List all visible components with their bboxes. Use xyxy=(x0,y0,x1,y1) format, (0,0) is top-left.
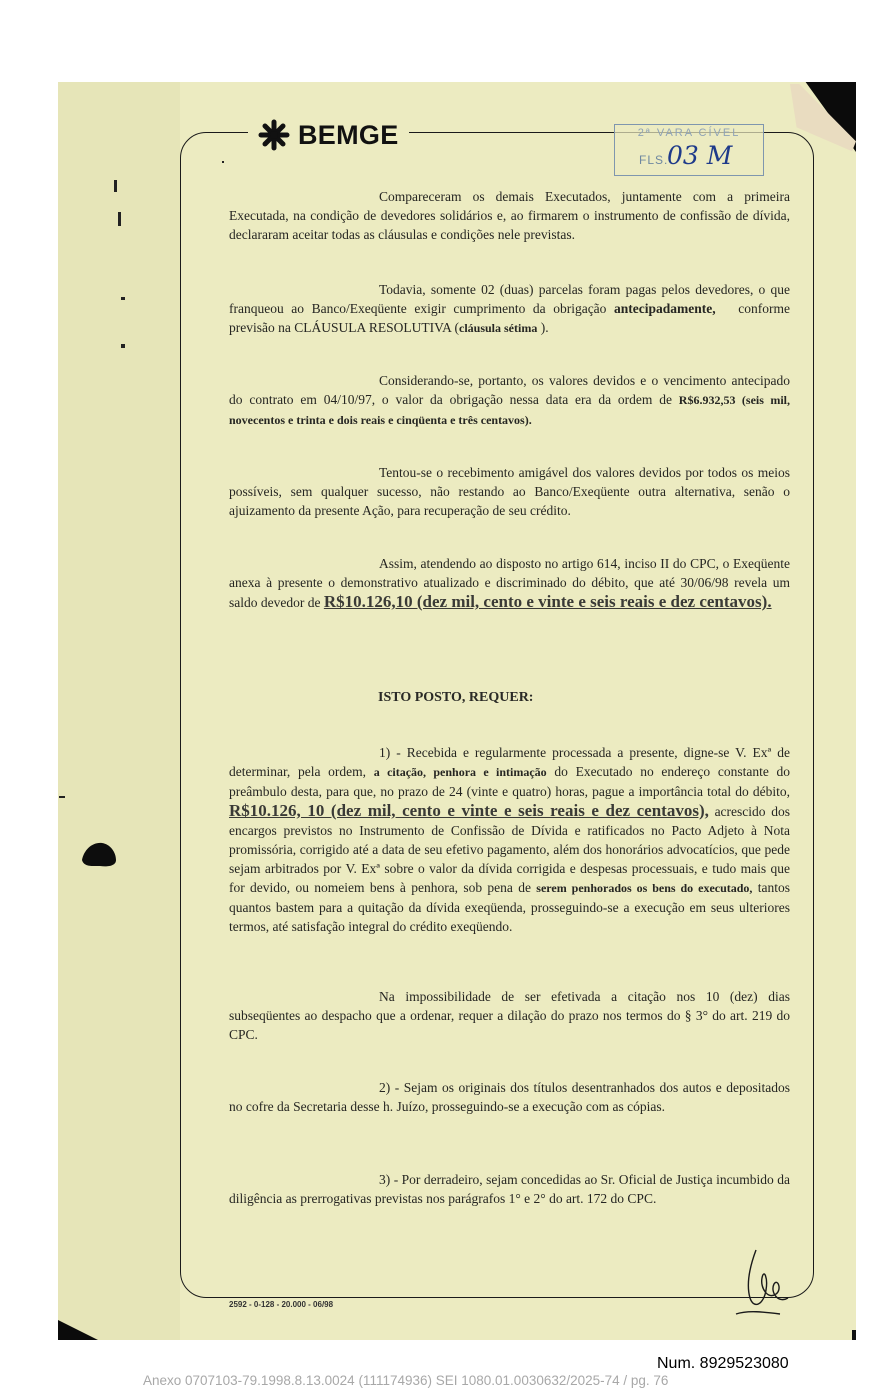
paragraph-5: Assim, atendendo ao disposto no artigo 614, inciso II do CPC, o Exeqüente anexa à presente o demonstrativo atualizado e discriminado do débito, que até 30/06/98 revela um saldo devedor de R$10.126,10 (dez mil, cento e vinte e seis reais e dez centavos). xyxy=(229,556,790,611)
margin-mark xyxy=(121,344,125,348)
paragraph-2: Todavia, somente 02 (duas) parcelas foram pagas pelos devedores, o que franqueou ao Banco/Exeqüente exigir cumprimento da obrigação antecipadamente, conforme previsão na CLÁUSULA RESOLUTIVA (cláusula sétima ). xyxy=(229,282,791,335)
stamp-handwritten-page: 03 M xyxy=(667,141,733,170)
form-code: 2592 - 0-128 - 20.000 - 06/98 xyxy=(229,1300,334,1309)
bemge-star-icon xyxy=(258,119,290,151)
court-stamp xyxy=(614,124,764,176)
document-number: Num. 8929523080 xyxy=(657,1355,789,1372)
request-3: 3) - Por derradeiro, sejam concedidas ao Sr. Oficial de Justiça incumbido da diligência as prerrogativas previstas nos parágrafos 1° e 2° do art. 172 do CPC. xyxy=(229,1172,790,1206)
bemge-logo xyxy=(248,118,409,152)
requests-heading: ISTO POSTO, REQUER: xyxy=(378,690,534,705)
margin-mark xyxy=(118,212,121,226)
margin-mark xyxy=(114,180,117,192)
paragraph-3: Considerando-se, portanto, os valores devidos e o vencimento antecipado do contrato em 04/10/97, o valor da obrigação nessa data era da ordem de R$6.932,53 (seis mil, novecentos e trinta e dois reais e cinqüenta e três centavos). xyxy=(229,373,791,427)
scan-edge-mark xyxy=(852,1330,856,1340)
request-1: 1) - Recebida e regularmente processada a presente, digne-se V. Exª de determinar, pela ordem, a citação, penhora e intimação do Executado no endereço constante do preâmbulo desta, para que, no prazo de 24 (vinte e quatro) horas, pague a importância total do débito, R$10.126, 10 (dez mil, cento e vinte e seis reais e dez centavos), acrescido dos encargos previstos no Instrumento de Confissão de Dívida e ratificados no Pacto Adjeto à Nota promissória, corrigido até a data de seu efetivo pagamento, além dos honorários advocatícios, que pede sejam arbitrados por V. Exª sobre o valor da dívida corrigida e despesas processuais, e tudo mais que for devido, ou nomeiem bens à penhora, sob pena de serem penhorados os bens do executado, tantos quantos bastem para a quitação da dívida exeqüenda, prosseguindo-se a execução em seus ulteriores termos, até satisfação integral do crédito exeqüendo. xyxy=(229,745,791,934)
request-1-extension: Na impossibilidade de ser efetivada a citação nos 10 (dez) dias subseqüentes ao despacho que a ordenar, requer a dilação do prazo nos termos do § 3° do art. 219 do CPC. xyxy=(229,989,790,1042)
request-2: 2) - Sejam os originais dos títulos desentranhados dos autos e depositados no cofre da Secretaria desse h. Juízo, prosseguindo-se a execução com as cópias. xyxy=(229,1080,790,1114)
margin-mark xyxy=(59,796,65,798)
annex-reference: Anexo 0707103-79.1998.8.13.0024 (111174936) SEI 1080.01.0030632/2025-74 / pg. 76 xyxy=(143,1373,669,1388)
paragraph-4: Tentou-se o recebimento amigável dos valores devidos por todos os meios possíveis, sem qualquer sucesso, não restando ao Banco/Exeqüente outra alternativa, senão o ajuizamento da presente Ação, para recuperação de seu crédito. xyxy=(229,465,790,518)
page-margin-strip xyxy=(58,82,180,1340)
stamp-court: 2ª VARA CÍVEL xyxy=(637,127,741,139)
stamp-label: FLS. xyxy=(639,153,669,167)
paragraph-1: Compareceram os demais Executados, juntamente com a primeira Executada, na condição de devedores solidários e, ao firmarem o instrumento de confissão de dívida, declararam aceitar todas as cláusulas e condições nele previstas. xyxy=(229,189,790,242)
logo-text: BEMGE xyxy=(298,119,399,150)
ink-blot xyxy=(80,840,118,868)
margin-mark xyxy=(121,297,125,300)
handwritten-signature xyxy=(728,1248,798,1320)
